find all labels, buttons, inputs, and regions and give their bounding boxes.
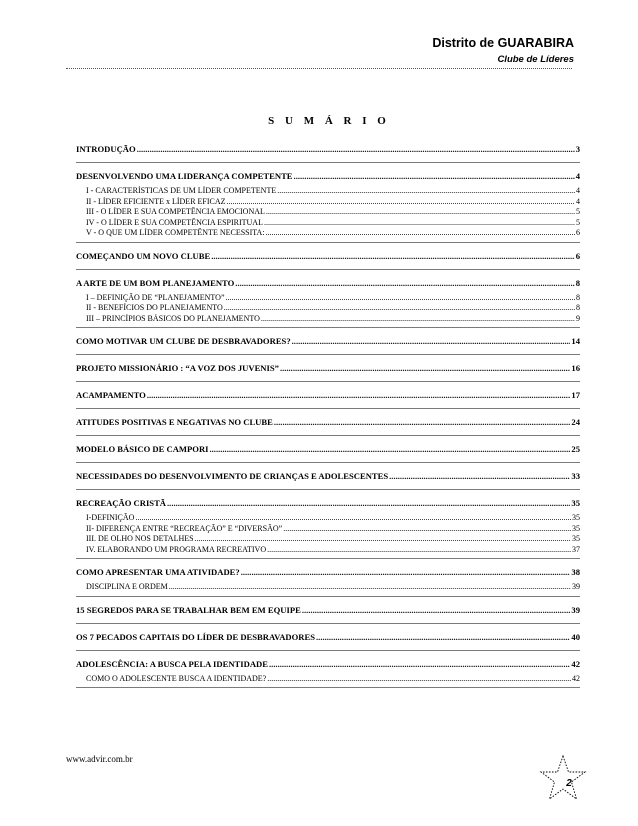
toc-entry-page: 24 — [571, 417, 580, 427]
toc-subentry-page: 39 — [572, 582, 580, 591]
toc-section — [76, 497, 580, 559]
toc-subentry-page: 4 — [576, 186, 580, 195]
toc-subentry[interactable] — [76, 582, 580, 593]
toc-entry-label: ATITUDES POSITIVAS E NEGATIVAS NO CLUBE — [76, 417, 273, 427]
toc-entry-label: PROJETO MISSIONÁRIO : “A VOZ DOS JUVENIS” — [76, 363, 279, 373]
toc-entry-page: 33 — [571, 471, 580, 481]
toc-subentry-page: 37 — [572, 544, 580, 554]
toc-leader — [226, 293, 575, 304]
toc-leader — [137, 143, 575, 155]
toc-entry[interactable] — [76, 143, 580, 155]
toc-leader — [269, 658, 570, 670]
toc-leader — [389, 470, 570, 482]
toc-leader — [277, 186, 575, 197]
toc-section — [76, 143, 580, 163]
toc-entry-page: 17 — [571, 390, 580, 400]
toc-subentry[interactable] — [76, 674, 580, 685]
toc-entry-page: 14 — [571, 336, 580, 346]
toc-subentry-label: IV - O LÍDER E SUA COMPETÊNCIA ESPIRITUAL — [86, 217, 263, 227]
toc-entry-page: 38 — [571, 567, 580, 577]
toc-subentry[interactable] — [76, 513, 580, 524]
toc-subentry[interactable] — [76, 218, 580, 229]
toc-subentry[interactable] — [76, 524, 580, 535]
toc-entry[interactable] — [76, 250, 580, 262]
toc-leader — [294, 170, 575, 182]
toc-entry-page: 3 — [575, 144, 580, 154]
toc-subentry[interactable] — [76, 314, 580, 325]
table-of-contents — [76, 143, 580, 695]
toc-subentry[interactable] — [76, 207, 580, 218]
toc-subentry[interactable] — [76, 228, 580, 239]
toc-subentry-page: 5 — [576, 207, 580, 216]
toc-subentry-label: II- DIFERENÇA ENTRE “RECREAÇÃO” E “DIVERSÃO” — [86, 523, 283, 533]
toc-leader — [292, 335, 571, 347]
star-icon — [541, 756, 585, 799]
toc-leader — [210, 443, 571, 455]
toc-subentry-label: I – DEFINIÇÃO DE “PLANEJAMENTO” — [86, 292, 225, 302]
toc-entry-page: 8 — [575, 277, 580, 288]
toc-subentry[interactable] — [76, 303, 580, 314]
toc-entry-label: OS 7 PECADOS CAPITAIS DO LÍDER DE DESBRAVADORES — [76, 631, 316, 642]
page-number: 2 — [566, 778, 572, 789]
toc-subentry-page: 8 — [576, 303, 580, 312]
toc-entry[interactable] — [76, 658, 580, 670]
toc-section — [76, 250, 580, 270]
toc-entry[interactable] — [76, 335, 580, 347]
toc-section — [76, 443, 580, 463]
toc-entry-label: RECREAÇÃO CRISTÃ — [76, 498, 167, 508]
toc-subentry-label: IV. ELABORANDO UM PROGRAMA RECREATIVO — [86, 544, 267, 554]
toc-section — [76, 389, 580, 409]
toc-subentry-label: COMO O ADOLESCENTE BUSCA A IDENTIDADE? — [86, 673, 267, 683]
toc-leader — [135, 513, 571, 524]
toc-leader — [274, 416, 571, 428]
toc-entry[interactable] — [76, 566, 580, 578]
toc-subentry-page: 35 — [572, 534, 580, 543]
toc-subentry[interactable] — [76, 197, 580, 208]
toc-section — [76, 470, 580, 490]
toc-subentry-label: III - O LÍDER E SUA COMPETÊNCIA EMOCIONAL — [86, 207, 265, 216]
toc-section — [76, 335, 580, 355]
toc-leader — [267, 545, 571, 556]
toc-entry-page: 40 — [571, 631, 580, 642]
toc-entry-label: DESENVOLVENDO UMA LIDERANÇA COMPETENTE — [76, 171, 293, 181]
toc-leader — [227, 197, 575, 208]
toc-leader — [283, 524, 571, 535]
toc-subentry-label: V - O QUE UM LÍDER COMPETÊNTE NECESSITA: — [86, 228, 265, 237]
toc-leader — [316, 631, 570, 643]
toc-entry-page: 25 — [571, 444, 580, 454]
toc-entry-label: NECESSIDADES DO DESENVOLVIMENTO DE CRIANÇAS E ADOLESCENTES — [76, 471, 389, 481]
toc-leader — [235, 277, 574, 289]
toc-subentry-page: 4 — [576, 196, 580, 206]
toc-leader — [264, 218, 575, 229]
toc-subentry-page: 5 — [576, 217, 580, 227]
toc-entry-label: INTRODUÇÃO — [76, 144, 136, 154]
header-title: Distrito de GUARABIRA — [432, 36, 574, 50]
toc-section — [76, 416, 580, 436]
toc-leader — [195, 534, 571, 545]
toc-leader — [266, 228, 575, 239]
toc-entry-page: 42 — [571, 658, 580, 669]
toc-entry-label: COMEÇANDO UM NOVO CLUBE — [76, 250, 211, 261]
toc-subentry-label: III. DE OLHO NOS DETALHES — [86, 534, 194, 543]
toc-title: S U M Á R I O — [268, 115, 390, 127]
toc-entry-label: ADOLESCÊNCIA: A BUSCA PELA IDENTIDADE — [76, 658, 268, 669]
toc-leader — [169, 582, 571, 593]
toc-entry-label: COMO APRESENTAR UMA ATIVIDADE? — [76, 567, 240, 577]
toc-entry[interactable] — [76, 170, 580, 182]
toc-subentry[interactable] — [76, 534, 580, 545]
toc-entry-label: 15 SEGREDOS PARA SE TRABALHAR BEM EM EQUIPE — [76, 604, 301, 615]
toc-leader — [211, 250, 574, 262]
toc-entry-page: 6 — [575, 250, 580, 261]
header-subtitle: Clube de Líderes — [497, 54, 574, 65]
toc-entry[interactable] — [76, 497, 580, 509]
toc-subentry-label: DISCIPLINA E ORDEM — [86, 582, 168, 591]
toc-leader — [224, 303, 575, 314]
toc-subentry[interactable] — [76, 293, 580, 304]
toc-leader — [266, 207, 575, 218]
toc-entry[interactable] — [76, 362, 580, 374]
toc-subentry-page: 35 — [572, 523, 580, 533]
toc-subentry[interactable] — [76, 186, 580, 197]
toc-entry-label: COMO MOTIVAR UM CLUBE DE DESBRAVADORES? — [76, 336, 291, 346]
toc-entry[interactable] — [76, 631, 580, 643]
toc-entry[interactable] — [76, 389, 580, 401]
toc-subentry-page: 8 — [576, 292, 580, 302]
toc-entry-label: A ARTE DE UM BOM PLANEJAMENTO — [76, 277, 235, 288]
toc-section — [76, 566, 580, 597]
footer-url: www.advir.com.br — [66, 754, 133, 764]
toc-leader — [241, 566, 571, 578]
toc-entry-page: 16 — [571, 363, 580, 373]
toc-subentry-label: III – PRINCÍPIOS BÁSICOS DO PLANEJAMENTO — [86, 313, 260, 323]
toc-entry-page: 39 — [571, 604, 580, 615]
toc-subentry-label: I-DEFINIÇÃO — [86, 513, 135, 522]
toc-section — [76, 277, 580, 329]
toc-leader — [280, 362, 570, 374]
toc-section — [76, 658, 580, 689]
page-header — [432, 36, 574, 66]
toc-entry-label: MODELO BÁSICO DE CAMPORI — [76, 444, 209, 454]
toc-leader — [302, 604, 571, 616]
toc-subentry-page: 9 — [576, 313, 580, 323]
toc-section — [76, 631, 580, 651]
toc-section — [76, 170, 580, 243]
toc-entry[interactable] — [76, 416, 580, 428]
toc-entry-label: ACAMPAMENTO — [76, 390, 146, 400]
toc-entry[interactable] — [76, 277, 580, 289]
toc-section — [76, 362, 580, 382]
toc-entry-page: 4 — [575, 171, 580, 181]
toc-leader — [261, 314, 575, 325]
toc-subentry[interactable] — [76, 545, 580, 556]
toc-entry-page: 35 — [571, 498, 580, 508]
toc-subentry-label: I - CARACTERÍSTICAS DE UM LÍDER COMPETENTE — [86, 186, 277, 195]
toc-section — [76, 604, 580, 624]
toc-entry[interactable] — [76, 470, 580, 482]
toc-subentry-label: II - LÍDER EFICIENTE x LÍDER EFICAZ — [86, 196, 226, 206]
toc-subentry-page: 6 — [576, 228, 580, 237]
star-page-badge — [536, 753, 590, 805]
toc-subentry-label: II - BENEFÍCIOS DO PLANEJAMENTO — [86, 303, 223, 312]
header-divider — [66, 68, 572, 69]
toc-entry[interactable] — [76, 604, 580, 616]
toc-leader — [167, 497, 570, 509]
toc-leader — [147, 389, 571, 401]
toc-entry[interactable] — [76, 443, 580, 455]
toc-subentry-page: 35 — [572, 513, 580, 522]
toc-leader — [267, 674, 571, 685]
toc-subentry-page: 42 — [572, 673, 580, 683]
